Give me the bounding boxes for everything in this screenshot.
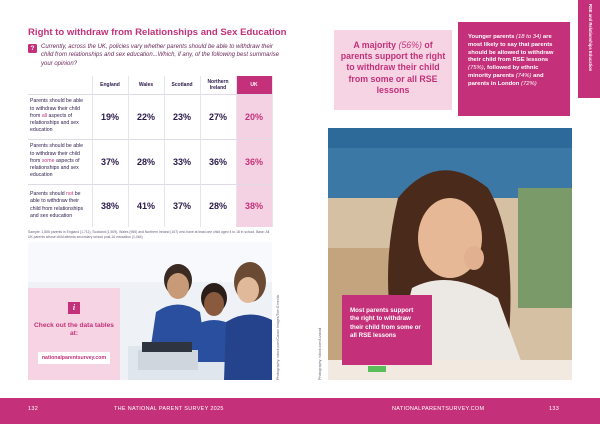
results-table bbox=[28, 76, 273, 227]
photo-credit: Photography: istock.com/Lizavali bbox=[318, 327, 322, 380]
table-cell: 33% bbox=[164, 139, 200, 184]
table-cell: 38% bbox=[92, 184, 128, 227]
row-label: Parents should not be able to withdraw their child from relationships and sex education bbox=[28, 184, 92, 227]
col-wales: Wales bbox=[128, 76, 164, 94]
table-cell: 41% bbox=[128, 184, 164, 227]
table-cell: 23% bbox=[164, 94, 200, 139]
row-label: Parents should be able to withdraw their child from some aspects of relationships and sex education bbox=[28, 139, 92, 184]
table-row bbox=[28, 184, 272, 227]
table-cell: 28% bbox=[200, 184, 236, 227]
callout-text: Most parents support the right to withdraw their child from some or all RSE lessons bbox=[350, 307, 421, 339]
table-row bbox=[28, 139, 272, 184]
support-callout bbox=[342, 295, 432, 365]
section-title: Right to withdraw from Relationships and Sex Education bbox=[28, 27, 287, 38]
table-cell: 28% bbox=[128, 139, 164, 184]
col-scotland: Scotland bbox=[164, 76, 200, 94]
callout-text: Check out the data tables at: bbox=[34, 322, 114, 338]
table-cell-uk: 20% bbox=[236, 94, 272, 139]
col-england: England bbox=[92, 76, 128, 94]
row-label: Parents should be able to withdraw their child from all aspects of relationships and sex education bbox=[28, 94, 92, 139]
header-blank bbox=[28, 76, 92, 94]
col-northern-ireland: Northern Ireland bbox=[200, 76, 236, 94]
majority-stat-box bbox=[334, 30, 452, 110]
table-cell: 22% bbox=[128, 94, 164, 139]
table-cell-uk: 38% bbox=[236, 184, 272, 227]
younger-parents-text: Younger parents (18 to 34) are most likely to say that parents should be allowed to withdraw their child from RSE lessons (75%), followed by ethnic minority parents (74%) and parents in London (72%) bbox=[468, 34, 554, 87]
question-mark-icon: ? bbox=[28, 44, 37, 53]
table-cell: 27% bbox=[200, 94, 236, 139]
section-side-label: RSE and Relationships Education bbox=[578, 0, 600, 98]
table-cell: 19% bbox=[92, 94, 128, 139]
sample-note: Sample: 1,856 parents in England (1,711), Scotland (1,509), Wales (965) and Northern Ireland (167) who have at least one child aged 4 to 18 in school. Base: All UK parents whose child attends secondary school post-16 education (1,464) bbox=[28, 230, 270, 239]
survey-question: Currently, across the UK, policies vary whether parents should be able to withdraw their child from relationships and sex education...Which, if any, of the following best summarise your opinion? bbox=[41, 44, 280, 67]
page-number-left: 132 bbox=[28, 406, 39, 412]
website-link[interactable]: nationalparentsurvey.com bbox=[38, 352, 110, 364]
col-uk: UK bbox=[236, 76, 272, 94]
table-cell: 37% bbox=[164, 184, 200, 227]
table-header-row bbox=[28, 76, 272, 94]
younger-parents-box bbox=[458, 22, 570, 116]
website-footer[interactable]: NATIONALPARENTSURVEY.COM bbox=[392, 406, 485, 412]
data-tables-callout bbox=[28, 288, 120, 380]
info-icon: i bbox=[68, 302, 80, 314]
table-cell: 37% bbox=[92, 139, 128, 184]
photo-credit: Photography: istock.com/Cavan Images/Tom Emerick bbox=[276, 294, 280, 380]
table-cell: 36% bbox=[200, 139, 236, 184]
table-cell-uk: 36% bbox=[236, 139, 272, 184]
footer-bar bbox=[0, 398, 600, 424]
majority-text: A majority (56%) of parents support the right to withdraw their child from some or all RSE lessons bbox=[340, 40, 446, 95]
publication-title: THE NATIONAL PARENT SURVEY 2025 bbox=[114, 406, 224, 412]
page-number-right: 133 bbox=[549, 406, 560, 412]
table-row bbox=[28, 94, 272, 139]
